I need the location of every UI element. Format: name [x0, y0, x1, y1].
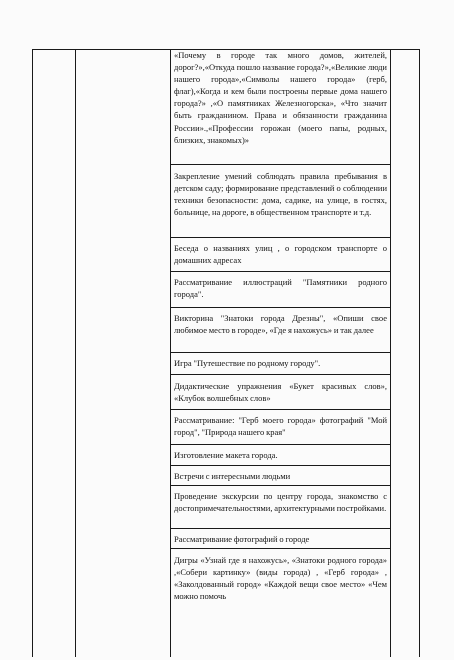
activity-entry: Изготовление макета города. — [174, 450, 278, 460]
row-separator — [170, 374, 391, 375]
row-separator — [170, 485, 391, 486]
row-separator — [170, 352, 391, 353]
activity-entry: Рассматривание фотографий о городе — [174, 534, 310, 544]
activity-entry: Встречи с интересными людьми — [174, 471, 291, 481]
row-separator — [170, 237, 391, 238]
activity-entry: Викторина "Знатоки города Дрезны", «Опиши свое любимое место в городе», «Где я нахожусь» и так далее — [174, 313, 387, 336]
row-separator — [170, 444, 391, 445]
row-separator — [170, 548, 391, 549]
activity-entry: Игра "Путешествие по родному городу". — [174, 358, 321, 368]
activity-entry: «Почему в городе так много домов, жителей, дорог?»,«Откуда пошло название города?»,«Великие люди нашего города»,«Символы нашего города» (герб, флаг),«Когда и кем были построены первые дома нашего города?» ,«О памятниках Железногорска», «Что значит быть гражданином. Права и обязанности гражданина России».,«Профессии горожан (моего папы, родных, близких, знакомых)» — [174, 50, 387, 145]
table-right-border — [419, 49, 420, 657]
table-column-divider-1 — [75, 49, 76, 657]
row-separator — [170, 409, 391, 410]
activity-entry: Беседа о названиях улиц , о городском транспорте о домашних адресах — [174, 243, 387, 266]
activity-entry: Рассматривание: "Герб моего города» фотографий "Мой город", "Природа нашего края" — [174, 415, 387, 438]
row-separator — [170, 528, 391, 529]
activity-entry: Проведение экскурсии по центру города, знакомство с достопримечательностями, архитектурными постройками. — [174, 491, 387, 514]
table-column-divider-3 — [390, 49, 391, 657]
row-separator — [170, 164, 391, 165]
table-column-divider-2 — [170, 49, 171, 657]
row-separator — [170, 271, 391, 272]
activity-entry: Закрепление умений соблюдать правила пребывания в детском саду; формирование представлений о соблюдении техники безопасности: дома, садике, на улице, в гостях, больнице, на дороге, в общественном транспорте и т.д. — [174, 171, 387, 218]
table-left-border — [32, 49, 33, 657]
activity-entry: Дидактические упражнения «Букет красивых слов», «Клубок волшебных слов» — [174, 381, 387, 404]
row-separator — [170, 307, 391, 308]
row-separator — [170, 465, 391, 466]
activity-entry: Дигры «Узнай где я нахожусь», «Знатоки родного города» ,«Собери картинку» (виды города) , «Герб города» , «Заколдованный город» «Каждой вещи свое место» «Чем можно помочь — [174, 555, 387, 602]
activity-entry: Рассматривание иллюстраций "Памятники родного города". — [174, 277, 387, 300]
